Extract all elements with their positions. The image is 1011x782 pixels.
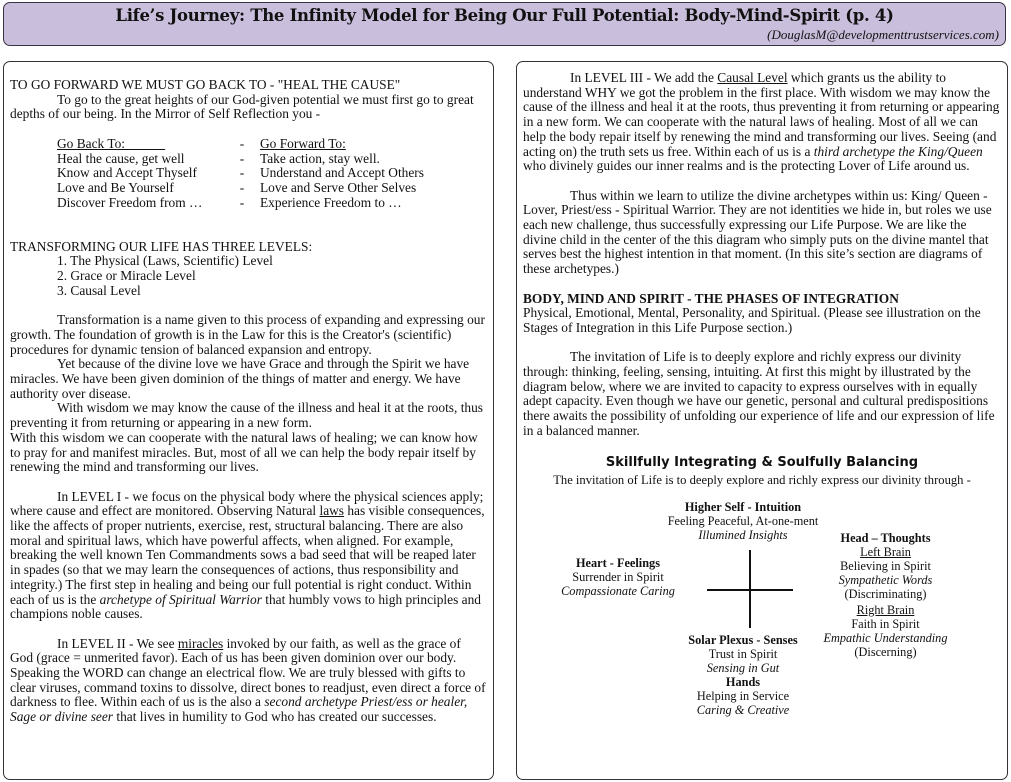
level-one-paragraph: In LEVEL I - we focus on the physical body where the physical sciences apply; where cause and effect are monitored. Observing Natural laws has visible consequences, like the affects of proper nutrients, exercise, rest, structural balancing. There are also moral and spiritual laws, which have powerful affects, when aligned. For example, breaking the well known Ten Commandments sows a bad seed that will be reaped later in spades (so that we may learn the consequences of actions, thus responsibility and integrity.) The first step in healing and being our full potential is right conduct. Within each of us is the archetype of Spiritual Warrior that humbly vows to high principles and champions noble causes. — [10, 488, 485, 622]
page-header — [3, 2, 1006, 46]
levels-list — [10, 254, 487, 298]
grace-paragraph: Yet because of the divine love we have Grace and through the Spirit we have miracles. We have been given dominion of the things of matter and energy. We have authority over disease. — [10, 356, 470, 401]
table-row: Know and Accept Thyself - Understand and Accept Others — [57, 165, 424, 181]
invitation-paragraph: The invitation of Life is to deeply explore and richly express our divinity through: thinking, feeling, sensing, intuiting. At first this might by illustrated by the diagram below, where we are invited to capacity to express ourselves with in equally adept capacity. Even though we have our genetic, personal and cultural predispositions there awaits the possibility of unfolding our experience of life and our expression of life in a balanced manner. — [523, 349, 995, 438]
list-item: 2. Grace or Miracle Level — [57, 268, 196, 284]
diagram-title: Skillfully Integrating & Soulfully Balancing — [605, 454, 919, 470]
list-item: 1. The Physical (Laws, Scientific) Level — [57, 253, 273, 269]
table-row: Love and Be Yourself - Love and Serve Other Selves — [57, 179, 417, 195]
level-three-paragraph: In LEVEL III - We add the Causal Level which grants us the ability to understand WHY we got the problem in the first place. With wisdom we may know the cause of the illness and heal it at the roots, thus preventing it from returning or appearing in a new form. We can cooperate with the natural laws of healing. Most of all we can help the body repair itself by renewing the mind and transforming our lives. Seeing (and acting on) the truth sets us free. Within each of us is a third archetype the King/Queen who divinely guides our inner realms and is the protecting Lover of Life around us. — [523, 70, 1000, 174]
heart-node: Heart - Feelings Surrender in Spirit Compassionate Caring — [561, 555, 675, 598]
author-email: (DouglasM@developmenttrustservices.com) — [767, 27, 999, 42]
transformation-paragraph: Transformation is a name given to this process of expanding and expressing our growth. The foundation of growth is in the Law for this is the Creator's (scientific) procedures for dynamic tension of balanced expansion and entropy. — [10, 312, 485, 357]
wisdom-paragraph: With wisdom we may know the cause of the illness and heal it at the roots, thus preventing it from returning or appearing in a new form. — [10, 400, 484, 431]
horizontal-axis — [707, 589, 793, 591]
solar-plexus-node: Solar Plexus - Senses Trust in Spirit Sensing in Gut Hands Helping in Service Caring & Creative — [688, 632, 798, 717]
higher-self-node: Higher Self - Intuition Feeling Peaceful, At-one-ment Illumined Insights — [667, 499, 819, 542]
bms-heading: BODY, MIND AND SPIRIT - THE PHASES OF INTEGRATION — [523, 290, 899, 306]
heading-heal-the-cause: TO GO FORWARD WE MUST GO BACK TO - "HEAL THE CAUSE" — [10, 77, 401, 92]
bms-paragraph: Physical, Emotional, Mental, Personality, and Spiritual. (Please see illustration on the Stages of Integration in this Life Purpose section.) — [523, 305, 981, 335]
page-title: Life’s Journey: The Infinity Model for Being Our Full Potential: Body-Mind-Spirit (p. 4) — [115, 6, 894, 25]
diagram-subtitle: The invitation of Life is to deeply explore and richly express our divinity through - — [553, 472, 971, 487]
intro-paragraph: To go to the great heights of our God-given potential we must first go to great depths of our being. In the Mirror of Self Reflection you - — [10, 91, 474, 122]
go-forward-header: Go Forward To: — [260, 135, 346, 151]
go-back-header: Go Back To: — [57, 135, 125, 151]
healing-paragraph: With this wisdom we can cooperate with the natural laws of healing; we can know how to pray for and manifest miracles. But, most of all we can help the body repair itself by renewing the mind and transforming our lives. — [10, 429, 478, 475]
table-row: Heal the cause, get well - Take action, stay well. — [57, 150, 380, 166]
heading-three-levels: TRANSFORMING OUR LIFE HAS THREE LEVELS: — [10, 238, 313, 254]
right-panel — [516, 61, 1008, 780]
head-node: Head – Thoughts Left Brain Believing in Spirit Sympathetic Words (Discriminating) Right Brain Faith in Spirit Empathic Understanding (Discerning) — [823, 530, 948, 659]
archetypes-paragraph: Thus within we learn to utilize the divine archetypes within us: King/ Queen - Lover, Priest/ess - Spiritual Warrior. They are not identities we hide in, but roles we use each new challenge, thus successfully expressing our Life Purpose. We are like the divine child in the center of the this diagram who simply puts on the divine mantel that serves best the highest intention in that moment. (In this site’s section are diagrams of these archetypes.) — [523, 187, 992, 277]
level-two-paragraph: In LEVEL II - We see miracles invoked by our faith, as well as the grace of God (grace = unmerited favor). Each of us has been given dominion over our body. Speaking the WORD can change an electrical flow. We are truly blessed with gifts to clear viruses, command toxins to dissolve, direct bones to readjust, even direct a force of darkness to flee. Within each of us is the also a second archetype Priest/ess or healer, Sage or divine seer that lives in humility to God who has created our successes. — [10, 635, 486, 725]
balance-diagram — [523, 456, 1001, 726]
left-panel — [3, 61, 494, 780]
table-header: Go Back To: - Go Forward To: — [57, 135, 346, 151]
list-item: 3. Causal Level — [57, 282, 141, 298]
table-row: Discover Freedom from … - Experience Freedom to … — [57, 194, 402, 210]
